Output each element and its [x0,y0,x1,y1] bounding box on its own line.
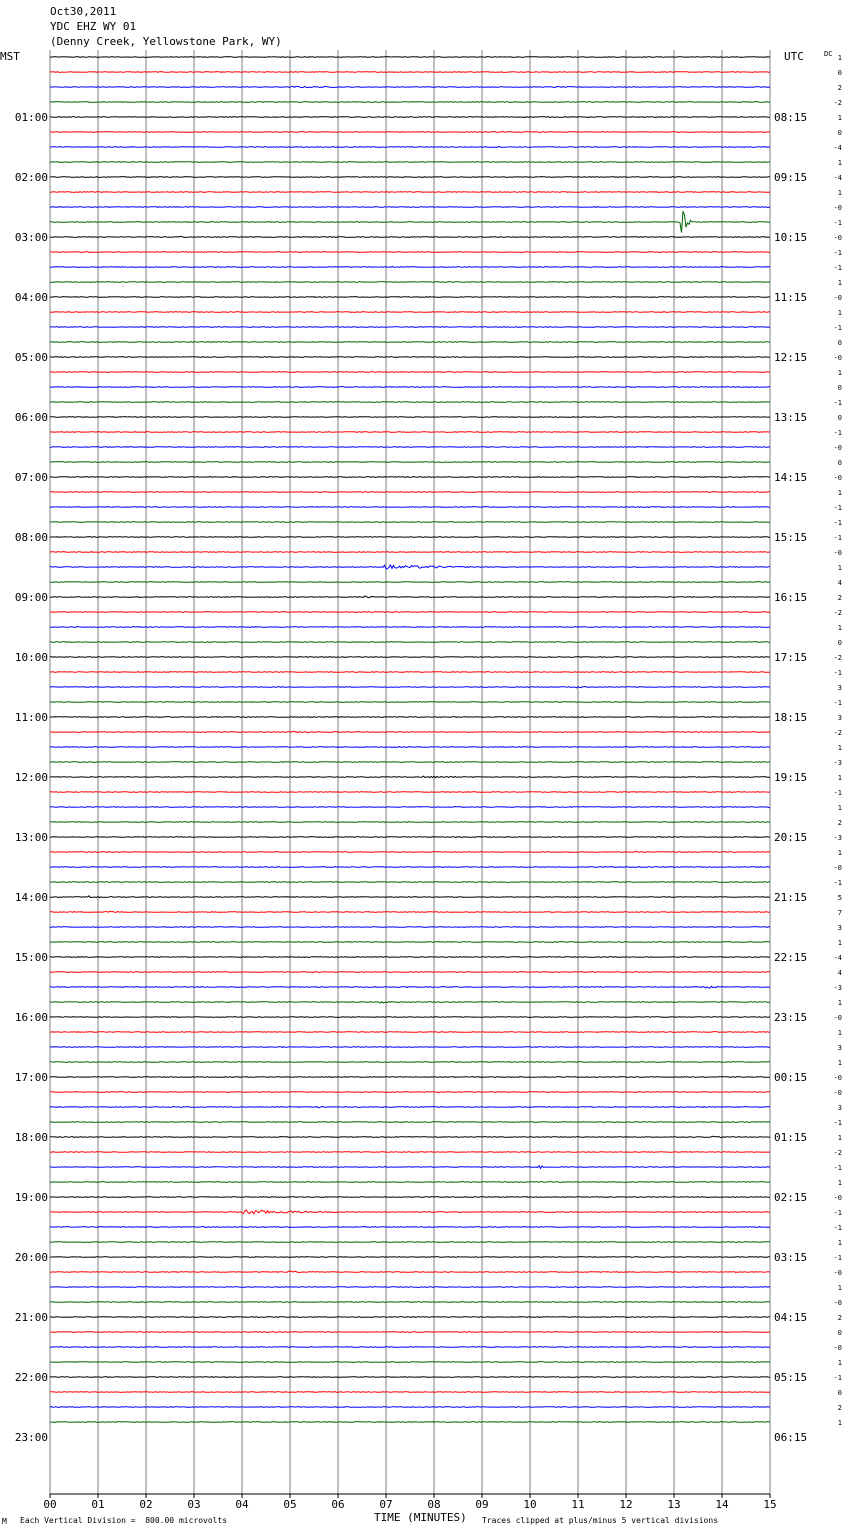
dc-offset-label: -1 [833,264,842,272]
seismic-trace [50,927,770,928]
dc-offset-label: 2 [837,819,842,827]
seismic-trace [50,612,770,613]
seismic-trace [50,297,770,298]
dc-offset-label: 1 [837,849,842,857]
dc-offset-label: -1 [833,1164,842,1172]
dc-offset-label: -1 [833,699,842,707]
dc-offset-label: -0 [833,864,842,872]
mst-hour-label: 15:00 [14,951,48,964]
mst-hour-label: 06:00 [14,411,48,424]
seismic-trace [50,972,770,973]
utc-hour-label: 05:15 [774,1371,808,1384]
dc-offset-label: 4 [837,969,842,977]
dc-offset-label: 1 [837,804,842,812]
seismic-trace [50,1122,770,1123]
dc-offset-label: -1 [833,219,842,227]
utc-hour-label: 01:15 [774,1131,808,1144]
seismic-trace [50,1332,770,1333]
dc-offset-label: 0 [837,339,842,347]
dc-offset-label: -1 [833,789,842,797]
seismic-trace [50,642,770,643]
seismic-trace [50,596,770,598]
mst-hour-label: 13:00 [14,831,48,844]
dc-offset-label: -0 [833,1014,842,1022]
mst-hour-label: 09:00 [14,591,48,604]
mst-hour-label: 23:00 [14,1431,48,1444]
dc-offset-label: 1 [837,1419,842,1427]
seismic-trace [50,207,770,208]
dc-offset-label: 1 [837,489,842,497]
seismic-trace [50,86,770,87]
seismic-trace [50,1271,770,1273]
seismic-trace [50,1347,770,1348]
seismic-trace [50,236,770,237]
x-tick-label: 00 [43,1498,57,1511]
seismic-trace [50,342,770,343]
dc-offset-label: 1 [837,54,842,62]
dc-offset-label: -0 [833,1299,842,1307]
right-axis-label: UTC [784,50,804,63]
dc-offset-label: 7 [837,909,842,917]
seismic-trace [50,896,770,898]
dc-offset-label: -3 [833,834,842,842]
mst-hour-label: 07:00 [14,471,48,484]
utc-hour-label: 17:15 [774,651,808,664]
x-axis-title: TIME (MINUTES) [374,1511,467,1524]
dc-label: DC [824,50,833,58]
seismic-trace [50,1166,770,1169]
dc-offset-label: 1 [837,939,842,947]
seismic-trace [50,102,770,103]
seismic-trace [50,731,770,733]
dc-offset-label: -1 [833,429,842,437]
seismic-trace [50,117,770,118]
seismic-trace [50,565,770,569]
dc-offset-label: -1 [833,669,842,677]
seismic-trace [50,1242,770,1243]
dc-offset-label: -0 [833,294,842,302]
dc-offset-label: -0 [833,549,842,557]
mst-hour-label: 16:00 [14,1011,48,1024]
x-tick-label: 13 [667,1498,681,1511]
seismic-trace [50,1032,770,1033]
dc-offset-label: 1 [837,1029,842,1037]
seismic-trace [50,1001,770,1003]
utc-hour-label: 12:15 [774,351,808,364]
seismic-trace [50,1317,770,1318]
seismic-trace [50,1062,770,1063]
seismic-trace [50,837,770,838]
seismic-trace [50,1287,770,1288]
dc-offset-label: 0 [837,384,842,392]
seismic-trace [50,672,770,673]
utc-hour-label: 19:15 [774,771,808,784]
seismic-trace [50,1152,770,1153]
x-tick-label: 14 [715,1498,729,1511]
dc-offset-label: -2 [833,609,842,617]
dc-offset-label: -1 [833,1224,842,1232]
mst-hour-label: 12:00 [14,771,48,784]
seismic-trace [50,192,770,193]
utc-hour-label: 23:15 [774,1011,808,1024]
x-tick-label: 02 [139,1498,153,1511]
seismic-trace [50,282,770,283]
seismic-trace [50,1107,770,1108]
chart-date: Oct30,2011 [50,5,117,18]
dc-offset-label: 4 [837,579,842,587]
seismic-trace [50,1047,770,1048]
x-tick-label: 08 [427,1498,441,1511]
x-tick-label: 07 [379,1498,393,1511]
dc-offset-label: -0 [833,1344,842,1352]
utc-hour-label: 13:15 [774,411,808,424]
seismic-trace [50,162,770,163]
dc-offset-label: -1 [833,324,842,332]
dc-offset-label: 0 [837,69,842,77]
seismic-trace [50,1182,770,1183]
dc-offset-label: -0 [833,1089,842,1097]
dc-offset-label: -1 [833,399,842,407]
x-tick-label: 04 [235,1498,249,1511]
mst-hour-label: 20:00 [14,1251,48,1264]
chart-station: YDC EHZ WY 01 [50,20,137,33]
dc-offset-label: 1 [837,999,842,1007]
seismic-trace [50,462,770,463]
seismic-trace [50,1302,770,1303]
mst-hour-label: 01:00 [14,111,48,124]
dc-offset-label: 5 [837,894,842,902]
dc-offset-label: -1 [833,1254,842,1262]
dc-offset-label: -1 [833,249,842,257]
mst-hour-label: 10:00 [14,651,48,664]
seismic-trace [50,657,770,658]
dc-offset-label: 1 [837,1359,842,1367]
dc-offset-label: 1 [837,159,842,167]
seismic-trace [50,57,770,58]
seismic-trace [50,582,770,583]
dc-offset-label: -0 [833,234,842,242]
seismic-trace [50,1377,770,1378]
seismic-trace [50,211,770,232]
utc-hour-label: 06:15 [774,1431,808,1444]
seismic-trace [50,177,770,178]
utc-hour-label: 02:15 [774,1191,808,1204]
mst-hour-label: 22:00 [14,1371,48,1384]
utc-hour-label: 14:15 [774,471,808,484]
seismic-trace [50,522,770,523]
seismic-trace [50,762,770,763]
seismic-trace [50,387,770,388]
seismic-trace [50,1092,770,1093]
seismic-trace [50,507,770,508]
seismic-trace [50,1362,770,1363]
dc-offset-label: 1 [837,564,842,572]
utc-hour-label: 11:15 [774,291,808,304]
x-tick-label: 11 [571,1498,585,1511]
seismic-trace [50,911,770,912]
x-tick-label: 15 [763,1498,777,1511]
mst-hour-label: 17:00 [14,1071,48,1084]
dc-offset-label: 1 [837,279,842,287]
clip-note: Traces clipped at plus/minus 5 vertical divisions [482,1516,719,1525]
seismic-trace [50,432,770,433]
seismic-trace [50,537,770,538]
utc-hour-label: 03:15 [774,1251,808,1264]
dc-offset-label: 1 [837,1239,842,1247]
mst-hour-label: 18:00 [14,1131,48,1144]
seismic-trace [50,492,770,493]
dc-offset-label: 2 [837,84,842,92]
dc-offset-label: 1 [837,189,842,197]
utc-hour-label: 04:15 [774,1311,808,1324]
dc-offset-label: -2 [833,99,842,107]
dc-offset-label: -1 [833,504,842,512]
dc-offset-label: -2 [833,654,842,662]
dc-offset-label: -0 [833,1269,842,1277]
dc-offset-label: -4 [833,144,842,152]
dc-offset-label: 3 [837,684,842,692]
mst-hour-label: 05:00 [14,351,48,364]
utc-hour-label: 10:15 [774,231,808,244]
seismic-trace [50,957,770,958]
seismic-trace [50,852,770,853]
dc-offset-label: 2 [837,1404,842,1412]
mst-hour-label: 02:00 [14,171,48,184]
x-tick-label: 10 [523,1498,537,1511]
x-tick-label: 03 [187,1498,201,1511]
utc-hour-label: 22:15 [774,951,808,964]
dc-offset-label: -4 [833,174,842,182]
mst-hour-label: 04:00 [14,291,48,304]
seismic-trace [50,1136,770,1137]
utc-hour-label: 21:15 [774,891,808,904]
seismic-trace [50,1197,770,1198]
dc-offset-label: 1 [837,774,842,782]
seismic-trace [50,132,770,133]
seismic-trace [50,882,770,883]
dc-offset-label: -1 [833,1374,842,1382]
dc-offset-label: 1 [837,309,842,317]
seismic-trace [50,417,770,418]
seismic-trace [50,627,770,628]
seismic-trace [50,1422,770,1423]
dc-offset-label: 0 [837,1329,842,1337]
seismic-trace [50,747,770,748]
seismic-trace [50,267,770,268]
seismic-trace [50,252,770,253]
dc-offset-label: -3 [833,759,842,767]
dc-offset-label: 1 [837,1179,842,1187]
dc-offset-label: 3 [837,714,842,722]
seismic-trace [50,822,770,823]
seismic-trace [50,792,770,793]
utc-hour-label: 15:15 [774,531,808,544]
dc-offset-label: -1 [833,879,842,887]
utc-hour-label: 16:15 [774,591,808,604]
x-tick-label: 09 [475,1498,489,1511]
mst-hour-label: 19:00 [14,1191,48,1204]
seismic-trace [50,1407,770,1408]
seismic-trace [50,1257,770,1258]
seismic-trace [50,1017,770,1018]
seismic-trace [50,72,770,73]
dc-offset-label: -2 [833,1149,842,1157]
seismic-trace [50,1392,770,1393]
seismic-trace [50,1226,770,1227]
seismic-trace [50,717,770,718]
mst-hour-label: 14:00 [14,891,48,904]
dc-offset-label: 0 [837,459,842,467]
dc-offset-label: -4 [833,954,842,962]
dc-offset-label: -0 [833,444,842,452]
seismic-trace [50,372,770,373]
seismic-trace [50,702,770,703]
seismic-trace [50,552,770,553]
chart-location: (Denny Creek, Yellowstone Park, WY) [50,35,282,48]
dc-offset-label: -1 [833,534,842,542]
dc-offset-label: 1 [837,744,842,752]
utc-hour-label: 18:15 [774,711,808,724]
seismic-trace [50,776,770,778]
seismic-trace [50,312,770,313]
dc-offset-label: -0 [833,474,842,482]
utc-hour-label: 09:15 [774,171,808,184]
seismic-trace [50,687,770,688]
dc-offset-label: -1 [833,1119,842,1127]
dc-offset-label: -0 [833,354,842,362]
left-axis-label: MST [0,50,20,63]
dc-offset-label: 2 [837,1314,842,1322]
x-tick-label: 06 [331,1498,345,1511]
utc-hour-label: 08:15 [774,111,808,124]
dc-offset-label: 1 [837,1284,842,1292]
dc-offset-label: 0 [837,414,842,422]
dc-offset-label: -0 [833,204,842,212]
dc-offset-label: 3 [837,924,842,932]
dc-offset-label: 1 [837,1059,842,1067]
corner-mark: M [2,1517,7,1526]
seismic-trace [50,1210,770,1214]
seismic-trace [50,327,770,328]
dc-offset-label: -0 [833,1074,842,1082]
scale-note: Each Vertical Division = 800.00 microvolts [20,1516,228,1525]
seismic-trace [50,867,770,868]
mst-hour-label: 11:00 [14,711,48,724]
dc-offset-label: 1 [837,1134,842,1142]
mst-hour-label: 08:00 [14,531,48,544]
seismic-trace [50,357,770,358]
mst-hour-label: 21:00 [14,1311,48,1324]
seismic-trace [50,402,770,403]
x-tick-label: 01 [91,1498,105,1511]
utc-hour-label: 00:15 [774,1071,808,1084]
dc-offset-label: 1 [837,369,842,377]
mst-hour-label: 03:00 [14,231,48,244]
dc-offset-label: -3 [833,984,842,992]
dc-offset-label: 2 [837,594,842,602]
dc-offset-label: 0 [837,639,842,647]
dc-offset-label: 3 [837,1044,842,1052]
seismic-trace [50,477,770,478]
seismic-trace [50,807,770,809]
utc-hour-label: 20:15 [774,831,808,844]
dc-offset-label: 0 [837,129,842,137]
x-tick-label: 05 [283,1498,297,1511]
dc-offset-label: -0 [833,1194,842,1202]
dc-offset-label: -2 [833,729,842,737]
dc-offset-label: 3 [837,1104,842,1112]
dc-offset-label: 1 [837,114,842,122]
seismic-trace [50,942,770,943]
dc-offset-label: -1 [833,1209,842,1217]
seismic-trace [50,147,770,148]
seismic-trace [50,447,770,448]
x-tick-label: 12 [619,1498,633,1511]
dc-offset-label: 0 [837,1389,842,1397]
seismic-trace [50,1077,770,1078]
dc-offset-label: 1 [837,624,842,632]
dc-offset-label: -1 [833,519,842,527]
seismic-trace [50,986,770,988]
